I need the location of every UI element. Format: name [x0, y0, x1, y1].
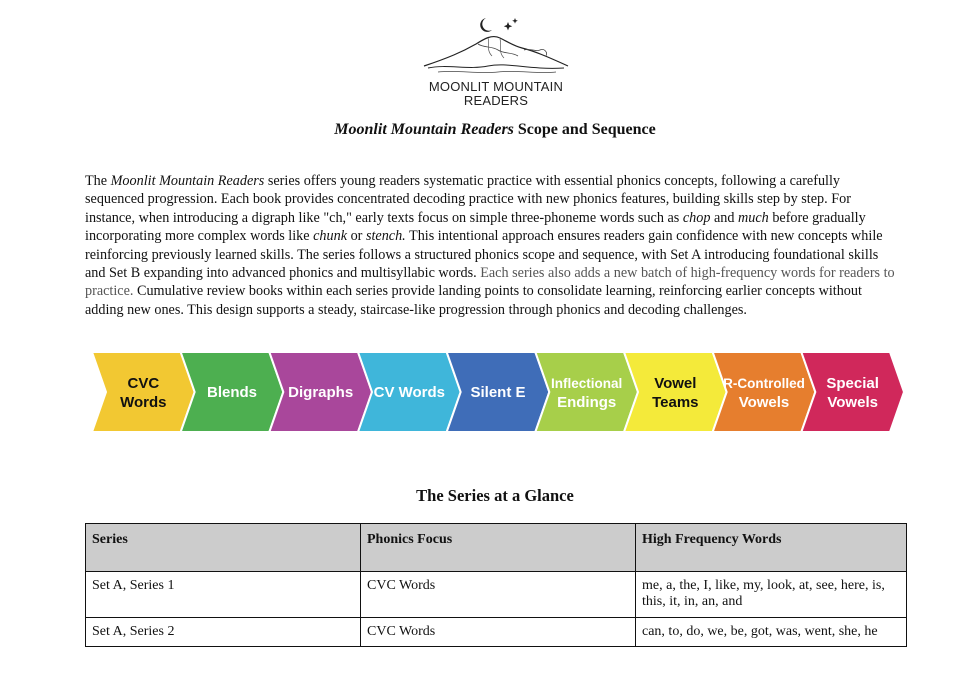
- para-italic: stench.: [365, 228, 406, 245]
- para-italic: much: [738, 209, 769, 226]
- para-text: Cumulative review books within each series provide landing points to consolidate learning, reinforcing earlier concepts without adding new ones. This design supports a steady, staircase-like progression through phonics and decoding challenges.: [85, 283, 862, 318]
- step-label: Teams: [652, 394, 699, 411]
- series-table: [85, 523, 907, 647]
- step-chevron: [713, 352, 816, 432]
- para-italic: chop: [682, 209, 711, 226]
- para-text: series offers young readers systematic practice with essential phonics concepts, following a carefully sequenced progression. Each book provides concentrated decoding practice with new phonics features, building skills step by step. For instance, when introducing a digraph like "ch," early texts focus on simple three-phoneme words such as: [85, 173, 851, 226]
- table-row: [86, 618, 907, 647]
- para-gray-sentence: Each series also adds a new batch of high-frequency words for readers to practice.: [85, 265, 895, 300]
- step-label: CV Words: [373, 384, 446, 401]
- phonics-sequence-arrows: [92, 352, 904, 432]
- table-cell: CVC Words: [361, 572, 636, 618]
- intro-paragraph: [85, 172, 897, 319]
- para-text: and: [710, 209, 739, 226]
- table-cell: me, a, the, I, like, my, look, at, see, here, is, this, it, in, an, and: [636, 572, 907, 618]
- table-cell: Set A, Series 1: [86, 572, 361, 618]
- step-label: R-Controlled: [723, 376, 805, 391]
- step-label: Silent E: [470, 384, 526, 401]
- page-title: [0, 121, 970, 139]
- para-text: The: [85, 173, 111, 189]
- logo-text-line1: MOONLIT MOUNTAIN: [428, 79, 564, 94]
- step-chevron: [535, 352, 638, 432]
- step-chevron: [624, 352, 727, 432]
- para-italic: Moonlit Mountain Readers: [110, 173, 265, 189]
- step-label: Vowels: [827, 394, 878, 411]
- page-title-rest: Scope and Sequence: [513, 121, 656, 138]
- logo: [418, 8, 574, 110]
- step-label: Special: [826, 375, 879, 392]
- step-label: Vowel: [654, 375, 697, 392]
- table-row: [86, 572, 907, 618]
- para-text: This intentional approach ensures readers gain confidence with new concepts while reinforcing previously learned skills. The series follows a structured phonics scope and sequence, with Set A introducing foundational skills and Set B expanding into advanced phonics and multisyllabic words.: [85, 228, 883, 282]
- step-label: Inflectional: [551, 376, 623, 391]
- table-header-cell: High Frequency Words: [636, 524, 907, 572]
- table-header-cell: Series: [86, 524, 361, 572]
- logo-text-line2: READERS: [463, 93, 529, 108]
- table-cell: can, to, do, we, be, got, was, went, she, he: [636, 618, 907, 647]
- step-chevron: [801, 352, 904, 432]
- step-label: Blends: [206, 384, 258, 401]
- moon-mountain-logo-icon: [418, 8, 574, 80]
- step-label: Vowels: [738, 394, 790, 411]
- table-header-cell: Phonics Focus: [361, 524, 636, 572]
- table-header-row: [86, 524, 907, 572]
- step-label: CVC: [127, 375, 160, 392]
- step-label: Words: [120, 394, 167, 411]
- table-cell: CVC Words: [361, 618, 636, 647]
- section-title: The Series at a Glance: [416, 486, 574, 505]
- step-label: Endings: [557, 394, 617, 411]
- para-italic: chunk: [313, 228, 348, 245]
- page-title-italic: Moonlit Mountain Readers: [334, 121, 514, 138]
- step-chevron: [92, 352, 195, 432]
- para-text: or: [347, 228, 366, 245]
- step-label: Digraphs: [288, 384, 354, 401]
- para-text: before gradually incorporating more complex words like: [85, 209, 866, 245]
- table-cell: Set A, Series 2: [86, 618, 361, 647]
